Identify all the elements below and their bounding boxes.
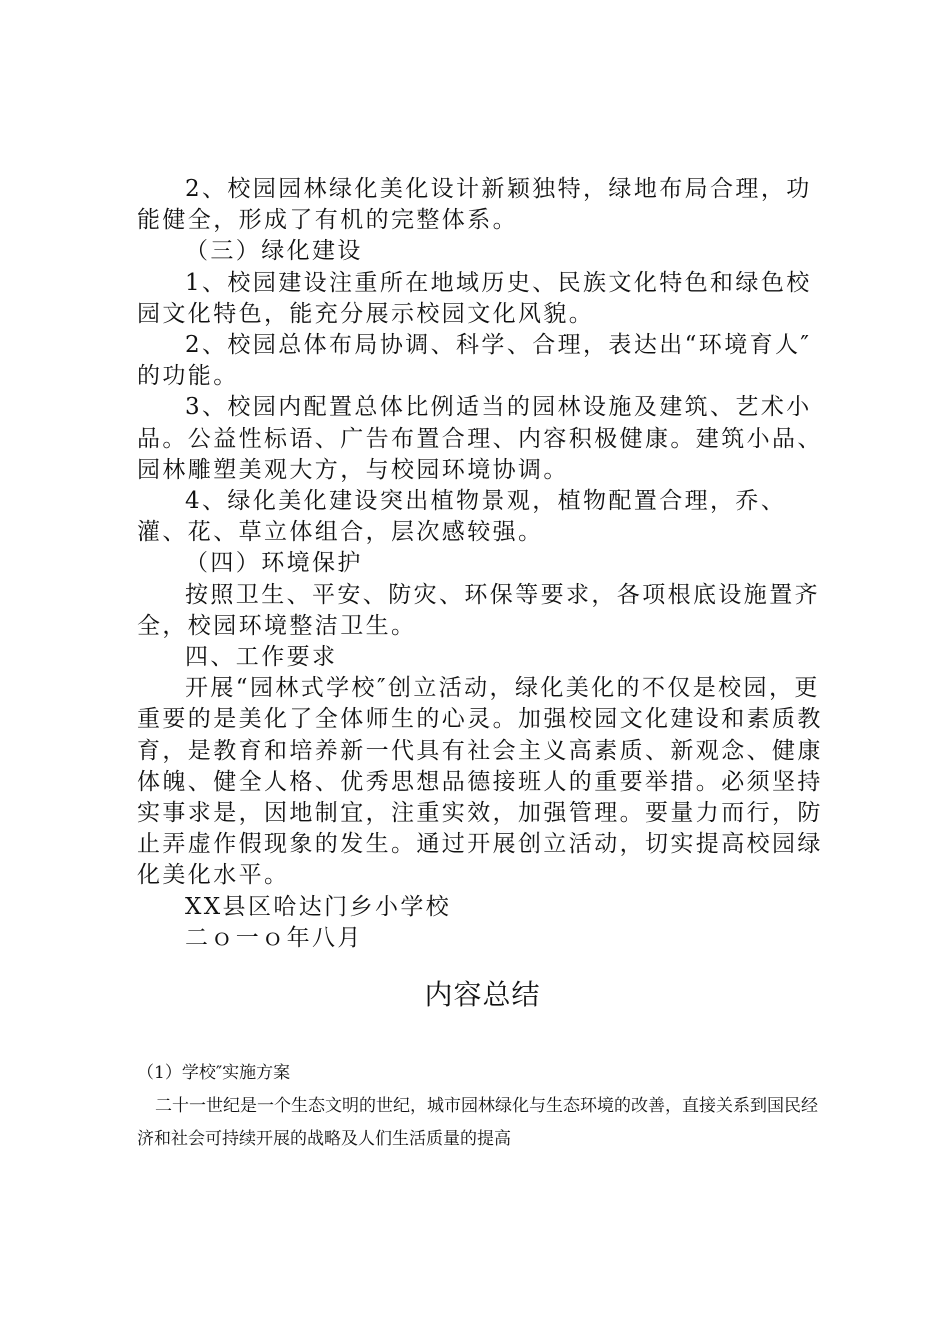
paragraph-requirements: 开展“园林式学校″创立活动，绿化美化的不仅是校园，更重要的是美化了全体师生的心灵。加强校园文化建设和素质教育，是教育和培养新一代具有社会主义高素质、新观念、健康体魄、健全人格、优秀思想品德接班人的重要举措。必须坚持实事求是，因地制宜，注重实效，加强管理。要量力而行，防止弄虚作假现象的发生。通过开展创立活动，切实提高校园绿化美化水平。 <box>137 675 823 889</box>
summary-text: 二十一世纪是一个生态文明的世纪，城市园林绿化与生态环境的改善，直接关系到国民经济和社会可持续开展的战略及人们生活质量的提高 <box>137 1096 818 1149</box>
document-body <box>137 174 827 954</box>
signature-school: XX县区哈达门乡小学校 <box>185 893 452 920</box>
summary-section <box>137 1057 822 1156</box>
paragraph-greening-2: 2、校园总体布局协调、科学、合理，表达出“环境育人″的功能。 <box>137 332 812 390</box>
section-heading-environment: （四）环境保护 <box>185 550 363 577</box>
section-heading-requirements: 四、工作要求 <box>185 644 338 671</box>
signature-date: 二ｏ一ｏ年八月 <box>185 924 363 951</box>
paragraph-greening-3: 3、校园内配置总体比例适当的园林设施及建筑、艺术小品。公益性标语、广告布置合理、内容积极健康。建筑小品、园林雕塑美观大方，与校园环境协调。 <box>137 394 823 483</box>
section-heading-greening: （三）绿化建设 <box>185 238 363 265</box>
paragraph-design: 2、校园园林绿化美化设计新颖独特，绿地布局合理，功能健全，形成了有机的完整体系。 <box>137 176 812 234</box>
summary-title: 内容总结 <box>424 978 541 1011</box>
paragraph-environment: 按照卫生、平安、防灾、环保等要求，各项根底设施置齐全，校园环境整洁卫生。 <box>137 581 820 639</box>
summary-heading: （1）学校″实施方案 <box>137 1063 291 1083</box>
paragraph-greening-1: 1、校园建设注重所在地域历史、民族文化特色和绿色校园文化特色，能充分展示校园文化风貌。 <box>137 269 812 327</box>
paragraph-greening-4: 4、绿化美化建设突出植物景观，植物配置合理，乔、灌、花、草立体组合，层次感较强。 <box>137 488 787 546</box>
